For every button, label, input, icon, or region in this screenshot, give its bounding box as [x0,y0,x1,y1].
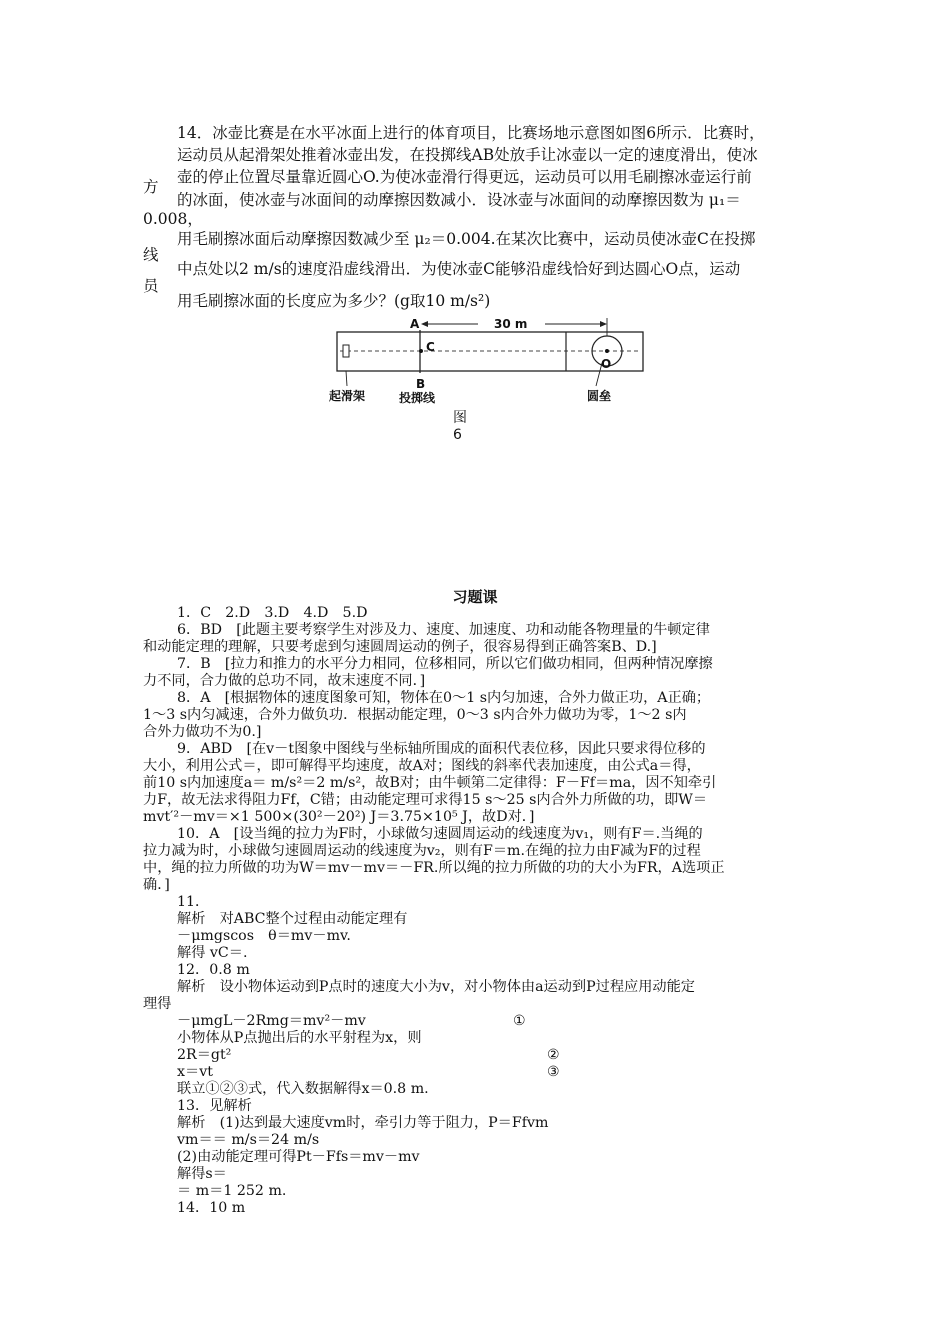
problem-line: 14．冰壶比赛是在水平冰面上进行的体育项目，比赛场地示意图如图6所示．比赛时， [177,124,765,142]
dim-arrow-right [600,321,607,327]
problem-line: 中点处以2 m/s的速度沿虚线滑出．为使冰壶C能够沿虚线恰好到达圆心O点，运动 [177,260,741,278]
pointer-start [346,371,347,386]
label-C: C [426,340,435,354]
answer-line: ＝ m＝1 252 m. [177,1183,287,1199]
problem-line: 壶的停止位置尽量靠近圆心O.为使冰壶滑行得更远，运动员可以用毛刷擦冰壶运行前 [177,168,752,186]
answer-line: 确．] [143,877,170,893]
problem-line: 用毛刷擦冰面后动摩擦因数减少至 μ₂＝0.004.在某次比赛中，运动员使冰壶C在投掷 [177,230,756,248]
answer-line: 8．A [根据物体的速度图象可知，物体在0～1 s内匀加速，合外力做正功，A正确； [177,690,711,706]
answer-line: x＝vt [177,1064,213,1080]
answer-line: 解析 对ABC整个过程由动能定理有 [177,911,408,927]
throw-line-label: 投掷线 [399,391,436,405]
label-A: A [410,317,420,331]
answer-line: 理得 [143,996,172,1012]
distance-label: 30 m [494,317,528,331]
answer-line: 力不同，合力做的总功不同，故末速度不同．] [143,673,426,689]
answer-line: 1．C 2.D 3.D 4.D 5.D [177,605,368,621]
start-block-label: 起滑架 [329,389,366,403]
problem-line: 方 [143,178,159,196]
start-block [343,345,349,357]
equation-mark-1: ① [513,1013,526,1029]
label-B: B [416,377,426,391]
answer-line: 大小，利用公式＝，即可解得平均速度，故A对；图线的斜率代表加速度，由公式a＝得， [143,758,701,774]
answer-line: －μmgL－2Rmg＝mv²－mv [177,1013,366,1029]
figure-caption: 图6 [453,410,467,443]
answer-line: 中，绳的拉力所做的功为W＝mv－mv＝－FR.所以绳的拉力所做的功的大小为FR，A选项正 [143,860,725,876]
problem-line: 线 [143,246,159,264]
answer-line: 11． [177,894,210,910]
stone-C [419,349,423,353]
answer-line: 2R＝gt² [177,1047,232,1063]
label-O: O [601,357,612,371]
answer-line: 前10 s内加速度a＝ m/s²＝2 m/s²，故B对；由牛顿第二定律得：F－Ff＝ma，因不知牵引 [143,775,717,791]
answer-line: 10．A [设当绳的拉力为F时，小球做匀速圆周运动的线速度为v₁，则有F＝.当绳的 [177,826,703,842]
house-label: 圆垒 [587,389,612,403]
answer-line: －μmgscos θ＝mv－mv. [177,928,351,944]
curling-rink-diagram [0,0,950,420]
equation-mark-3: ③ [547,1064,560,1080]
answer-line: 解得s＝ [177,1166,227,1182]
answer-line: 13．见解析 [177,1098,252,1114]
dim-arrow-left [421,321,428,327]
answer-line: 1～3 s内匀减速，合外力做负功．根据动能定理，0～3 s内合外力做功为零，1～2 s内 [143,707,687,723]
answer-line: 力F，故无法求得阻力Ff，C错；由动能定理可求得15 s～25 s内合外力所做的功，即W＝ [143,792,708,808]
problem-line: 运动员从起滑架处推着冰壶出发，在投掷线AB处放手让冰壶以一定的速度滑出，使冰 [177,146,758,164]
answer-line: 拉力减为时，小球做匀速圆周运动的线速度为v₂，则有F＝m.在绳的拉力由F减为F的过程 [143,843,701,859]
section-title: 习题课 [452,588,498,606]
answer-line: (2)由动能定理可得Pt－Ffs＝mv－mv [177,1149,420,1165]
answer-line: 6．BD [此题主要考察学生对涉及力、速度、加速度、功和动能各物理量的牛顿定律 [177,622,710,638]
answer-line: 合外力做功不为0.] [143,724,262,740]
answer-line: 9．ABD [在v－t图象中图线与坐标轴所围成的面积代表位移，因此只要求得位移的 [177,741,706,757]
problem-line: 用毛刷擦冰面的长度应为多少？(g取10 m/s²) [177,292,491,310]
problem-line: 员 [143,277,159,295]
answer-line: mvt′²－mv＝×1 500×(30²－20²) J＝3.75×10⁵ J，故D对．] [143,809,535,825]
answer-line: 和动能定理的理解，只要考虑到匀速圆周运动的例子，很容易得到正确答案B、D.] [143,639,657,655]
problem-line: 0.008， [143,210,203,228]
problem-line: 的冰面，使冰壶与冰面间的动摩擦因数减小．设冰壶与冰面间的动摩擦因数为 μ₁＝ [177,191,741,209]
answer-line: vm＝＝ m/s＝24 m/s [177,1132,320,1148]
answer-line: 14．10 m [177,1200,246,1216]
answer-line: 7．B [拉力和推力的水平分力相同，位移相同，所以它们做功相同，但两种情况摩擦 [177,656,713,672]
answer-line: 联立①②③式，代入数据解得x＝0.8 m. [177,1081,429,1097]
answer-line: 小物体从P点抛出后的水平射程为x，则 [177,1030,422,1046]
center-O-point [605,349,609,353]
answer-line: 解得 vC＝. [177,945,248,961]
answer-line: 解析 (1)达到最大速度vm时，牵引力等于阻力，P＝Ffvm [177,1115,549,1131]
answer-line: 12．0.8 m [177,962,250,978]
equation-mark-2: ② [547,1047,560,1063]
answer-line: 解析 设小物体运动到P点时的速度大小为v，对小物体由a运动到P过程应用动能定 [177,979,695,995]
